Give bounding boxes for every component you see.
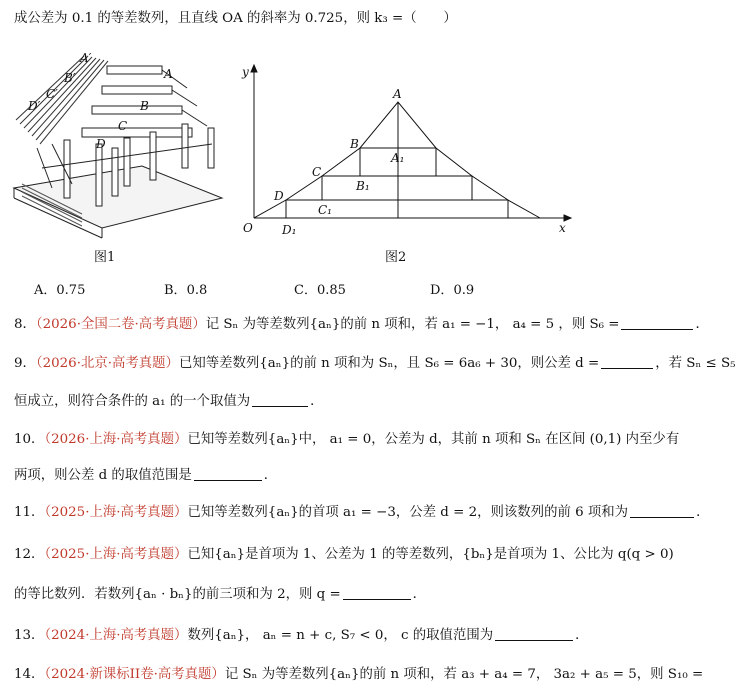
figure-2-caption: 图2 — [385, 250, 407, 265]
fig2-label-A: A — [393, 87, 402, 101]
question-9-source: （2026·北京·高考真题） — [35, 356, 179, 371]
option-d[interactable]: D．0.9 — [430, 283, 475, 298]
question-9-line-2: 恒成立，则符合条件的 a₁ 的一个取值为 ． — [14, 394, 324, 409]
q8-answer-blank[interactable] — [621, 315, 693, 330]
q9-answer-blank-1[interactable] — [601, 354, 653, 369]
fig1-label-C: C — [118, 119, 128, 133]
question-12-line-2: 的等比数列．若数列{aₙ · bₙ}的前三项和为 2，则 q = ． — [14, 587, 427, 602]
fig1-label-A-prime: A′ — [80, 51, 92, 65]
question-12-source: （2025·上海·高考真题） — [44, 547, 188, 562]
fig1-label-D: D — [96, 137, 106, 151]
question-9: 9．（2026·北京·高考真题）已知等差数列{aₙ}的前 n 项和为 Sₙ，且 S₆ = 6a₆ + 30，则公差 d = ，若 Sₙ ≤ S₅ — [14, 356, 736, 371]
fig1-label-C-prime: C′ — [46, 87, 58, 101]
option-c[interactable]: C．0.85 — [294, 283, 346, 298]
question-12: 12．（2025·上海·高考真题）已知{aₙ}是首项为 1、公差为 1 的等差数列，{bₙ}是首项为 1、公比为 q(q > 0) — [14, 547, 674, 562]
fig2-label-D: D — [274, 189, 284, 203]
fig1-label-A: A — [164, 67, 173, 81]
fig1-label-B-prime: B′ — [64, 71, 76, 85]
q9-answer-blank-2[interactable] — [252, 392, 308, 407]
question-8: 8．（2026·全国二卷·高考真题）记 Sₙ 为等差数列{aₙ}的前 n 项和，若 a₁ = −1， a₄ = 5 ，则 S₆ = ． — [14, 317, 709, 332]
figure-1-building — [12, 48, 227, 233]
fig2-label-B: B — [350, 137, 359, 151]
question-14-source: （2024·新课标II卷·高考真题） — [44, 667, 225, 682]
q10-answer-blank[interactable] — [194, 466, 262, 481]
q11-answer-blank[interactable] — [630, 503, 694, 518]
question-14: 14．（2024·新课标II卷·高考真题）记 Sₙ 为等差数列{aₙ}的前 n 项和，若 a₃ + a₄ = 7， 3a₂ + a₅ = 5，则 S₁₀ = — [14, 667, 704, 682]
question-13: 13．（2024·上海·高考真题）数列{aₙ}， aₙ = n + c, S₇ < 0， c 的取值范围为 ． — [14, 628, 589, 643]
fig2-label-C1: C₁ — [318, 203, 332, 217]
question-13-source: （2024·上海·高考真题） — [44, 628, 188, 643]
fig2-label-D1: D₁ — [282, 223, 297, 237]
fig1-label-D-prime: D′ — [28, 99, 41, 113]
figure-1-caption: 图1 — [94, 250, 116, 265]
q13-answer-blank[interactable] — [495, 626, 573, 641]
fig2-label-B1: B₁ — [356, 179, 370, 193]
q12-answer-blank[interactable] — [343, 585, 411, 600]
question-11-source: （2025·上海·高考真题） — [44, 505, 188, 520]
fig1-label-B: B — [140, 99, 149, 113]
question-10-line-2: 两项，则公差 d 的取值范围是 ． — [14, 468, 278, 483]
question-8-source: （2026·全国二卷·高考真题） — [35, 317, 206, 332]
question-10-source: （2026·上海·高考真题） — [44, 432, 188, 447]
option-a[interactable]: A．0.75 — [34, 283, 86, 298]
fig2-label-x: x — [559, 221, 566, 235]
header-line: 成公差为 0.1 的等差数列，且直线 OA 的斜率为 0.725，则 k₃ =（ ） — [14, 11, 457, 26]
fig2-label-A1: A₁ — [391, 151, 405, 165]
figure-2-diagram — [238, 62, 573, 237]
fig2-label-C: C — [312, 165, 322, 179]
fig2-label-y: y — [242, 65, 249, 79]
question-11: 11．（2025·上海·高考真题）已知等差数列{aₙ}的首项 a₁ = −3，公差 d = 2，则该数列的前 6 项和为 ． — [14, 505, 710, 520]
question-10: 10．（2026·上海·高考真题）已知等差数列{aₙ}中， a₁ = 0，公差为 d，其前 n 项和 Sₙ 在区间 (0,1) 内至少有 — [14, 432, 680, 447]
option-b[interactable]: B．0.8 — [164, 283, 208, 298]
fig2-label-O: O — [243, 221, 253, 235]
